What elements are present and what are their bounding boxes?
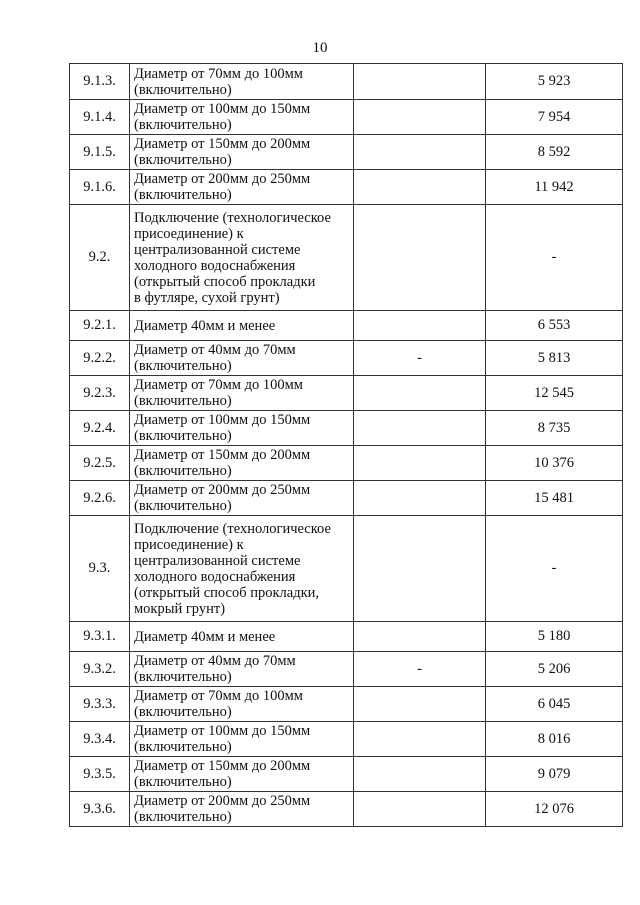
row-description [130, 341, 354, 376]
description-line: централизованной системе [134, 241, 301, 258]
description-line: Диаметр от 70мм до 100мм [134, 688, 303, 704]
row-middle-cell [354, 622, 486, 652]
description-line: Диаметр от 150мм до 200мм [134, 758, 311, 774]
description-line: (включительно) [134, 81, 232, 98]
row-code: 9.1.4. [70, 100, 130, 135]
row-code: 9.3.6. [70, 792, 130, 827]
row-description [130, 722, 354, 757]
row-description [130, 622, 354, 652]
description-line: Диаметр от 200мм до 250мм [134, 793, 311, 809]
description-line: Диаметр от 100мм до 150мм [134, 723, 311, 739]
row-code: 9.2. [70, 205, 130, 311]
row-middle-cell [354, 376, 486, 411]
row-value: 12 076 [486, 792, 623, 827]
description-line: централизованной системе [134, 552, 301, 569]
table-row [70, 170, 623, 205]
row-description [130, 135, 354, 170]
description-line: Диаметр от 70мм до 100мм [134, 65, 303, 82]
table-row [70, 205, 623, 311]
row-middle-cell [354, 64, 486, 100]
row-value: 6 045 [486, 687, 623, 722]
description-line: Диаметр от 150мм до 200мм [134, 136, 311, 152]
description-line: (включительно) [134, 774, 232, 790]
description-line: в футляре, сухой грунт) [134, 289, 280, 306]
row-middle-cell [354, 311, 486, 341]
row-value: 5 923 [486, 64, 623, 100]
row-description [130, 687, 354, 722]
description-line: холодного водоснабжения [134, 568, 296, 585]
description-line: (открытый способ прокладки [134, 273, 316, 290]
row-middle-cell [354, 446, 486, 481]
description-line: (открытый способ прокладки, [134, 584, 320, 601]
row-description [130, 100, 354, 135]
row-middle-cell [354, 481, 486, 516]
table-row [70, 622, 623, 652]
row-code: 9.1.5. [70, 135, 130, 170]
row-code: 9.2.5. [70, 446, 130, 481]
row-value: 12 545 [486, 376, 623, 411]
row-code: 9.3.4. [70, 722, 130, 757]
row-description [130, 64, 354, 100]
description-line: Диаметр от 40мм до 70мм [134, 653, 296, 669]
row-middle-cell [354, 722, 486, 757]
row-middle-cell [354, 792, 486, 827]
row-value: - [486, 205, 623, 311]
row-middle-cell [354, 516, 486, 622]
row-value: 8 735 [486, 411, 623, 446]
table-row [70, 64, 623, 100]
row-description [130, 205, 354, 311]
description-line: присоединение) к [134, 225, 244, 242]
row-code: 9.1.3. [70, 64, 130, 100]
table-row [70, 652, 623, 687]
description-line: Диаметр от 100мм до 150мм [134, 412, 311, 428]
tariff-table [69, 63, 623, 827]
row-code: 9.3.1. [70, 622, 130, 652]
row-description [130, 481, 354, 516]
description-line: Подключение (технологическое [134, 209, 331, 226]
description-line: (включительно) [134, 152, 232, 168]
row-code: 9.1.6. [70, 170, 130, 205]
row-value: 5 813 [486, 341, 623, 376]
table-row [70, 446, 623, 481]
table-row [70, 792, 623, 827]
description-line: присоединение) к [134, 536, 244, 553]
row-value: 9 079 [486, 757, 623, 792]
table-row [70, 757, 623, 792]
table-row [70, 516, 623, 622]
row-middle-cell [354, 100, 486, 135]
row-middle-cell [354, 687, 486, 722]
row-code: 9.3.5. [70, 757, 130, 792]
row-description [130, 411, 354, 446]
row-value: 7 954 [486, 100, 623, 135]
row-description [130, 311, 354, 341]
description-line: Подключение (технологическое [134, 520, 331, 537]
row-value: 6 553 [486, 311, 623, 341]
description-line: Диаметр от 100мм до 150мм [134, 101, 311, 117]
row-code: 9.2.6. [70, 481, 130, 516]
row-code: 9.3. [70, 516, 130, 622]
row-middle-cell [354, 757, 486, 792]
description-line: (включительно) [134, 463, 232, 479]
table-row [70, 687, 623, 722]
row-value: 8 016 [486, 722, 623, 757]
row-middle-cell: - [354, 341, 486, 376]
description-line: (включительно) [134, 498, 232, 514]
description-line: (включительно) [134, 428, 232, 444]
description-line: Диаметр 40мм и менее [134, 317, 276, 334]
row-description [130, 376, 354, 411]
description-line: Диаметр от 200мм до 250мм [134, 482, 311, 498]
description-line: Диаметр 40мм и менее [134, 628, 276, 645]
description-line: (включительно) [134, 393, 232, 409]
row-description [130, 792, 354, 827]
row-description [130, 757, 354, 792]
table-row [70, 100, 623, 135]
row-description [130, 516, 354, 622]
description-line: (включительно) [134, 358, 232, 374]
description-line: (включительно) [134, 809, 232, 825]
row-code: 9.2.4. [70, 411, 130, 446]
row-code: 9.2.3. [70, 376, 130, 411]
table-row [70, 341, 623, 376]
table-row [70, 376, 623, 411]
table-row [70, 135, 623, 170]
description-line: Диаметр от 150мм до 200мм [134, 447, 311, 463]
table-row [70, 481, 623, 516]
row-value: - [486, 516, 623, 622]
row-value: 11 942 [486, 170, 623, 205]
row-value: 10 376 [486, 446, 623, 481]
row-description [130, 170, 354, 205]
description-line: (включительно) [134, 739, 232, 755]
row-description [130, 652, 354, 687]
row-middle-cell: - [354, 652, 486, 687]
row-middle-cell [354, 411, 486, 446]
table-row [70, 722, 623, 757]
description-line: Диаметр от 200мм до 250мм [134, 171, 311, 187]
row-code: 9.3.2. [70, 652, 130, 687]
row-code: 9.3.3. [70, 687, 130, 722]
description-line: (включительно) [134, 669, 232, 685]
row-middle-cell [354, 205, 486, 311]
row-middle-cell [354, 135, 486, 170]
row-value: 5 180 [486, 622, 623, 652]
description-line: (включительно) [134, 187, 232, 203]
description-line: мокрый грунт) [134, 600, 226, 617]
description-line: (включительно) [134, 704, 232, 720]
table-row [70, 311, 623, 341]
row-code: 9.2.1. [70, 311, 130, 341]
description-line: Диаметр от 40мм до 70мм [134, 342, 296, 358]
page-number: 10 [312, 40, 328, 56]
table-row [70, 411, 623, 446]
row-value: 15 481 [486, 481, 623, 516]
description-line: холодного водоснабжения [134, 257, 296, 274]
row-middle-cell [354, 170, 486, 205]
row-value: 8 592 [486, 135, 623, 170]
row-code: 9.2.2. [70, 341, 130, 376]
row-description [130, 446, 354, 481]
row-value: 5 206 [486, 652, 623, 687]
description-line: Диаметр от 70мм до 100мм [134, 377, 303, 393]
description-line: (включительно) [134, 117, 232, 133]
